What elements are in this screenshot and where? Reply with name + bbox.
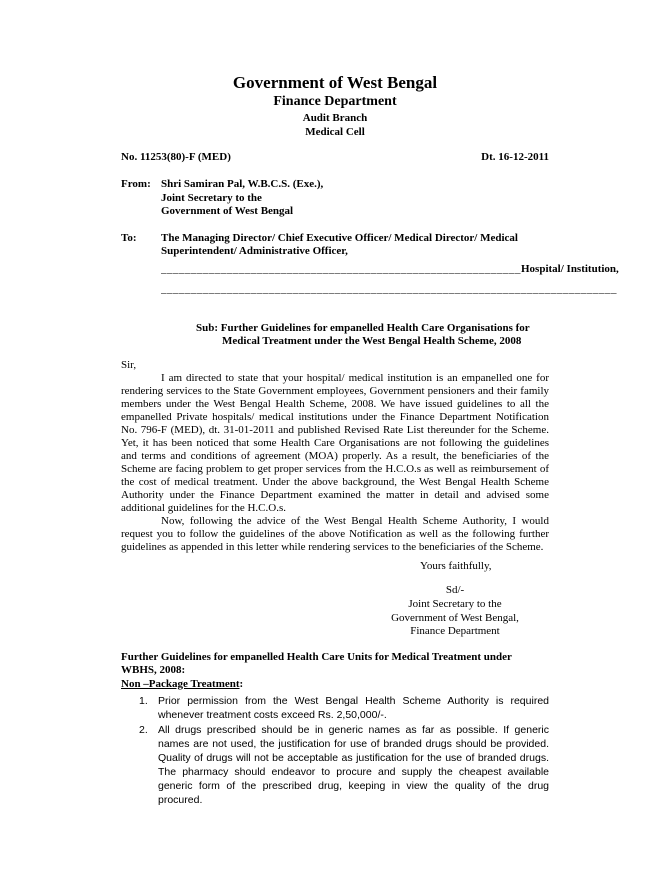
letterhead xyxy=(121,72,549,139)
signature-line: Government of West Bengal, xyxy=(391,611,519,624)
guidelines-heading xyxy=(121,651,549,678)
guidelines-subheading xyxy=(121,678,549,692)
item-text: Prior permission from the West Bengal Health Scheme Authority is required whenever treatment costs exceed Rs. 2,50,000/-. xyxy=(158,695,549,721)
letterhead-branch: Audit Branch xyxy=(302,112,368,124)
guidelines-list xyxy=(121,694,549,807)
body-paragraph-1: I am directed to state that your hospital/ medical institution is an empanelled one for rendering services to the State Government employees, Government pensioners and their family members under the West Bengal Health Scheme, 2008. We have issued guidelines to all the empanelled Private hospitals/ medical institutions under the Finance Department Notification No. 796-F (MED), dt. 31-01-2011 and published Revised Rate List thereunder for the Scheme. Yet, it has been noticed that some Health Care Organisations are not following the guidelines and terms and conditions of agreement (MOA) properly. As a result, the beneficiaries of the Scheme are facing problem to get proper services from the H.C.O.s as well as reimbursement of the cost of medical treatment. Under the above background, the West Bengal Health Scheme Authority under the Finance Department examined the matter in detail and advised some additional guidelines for the H.C.O.s. xyxy=(121,371,549,514)
from-block xyxy=(121,178,549,219)
reference-date: Dt. 16-12-2011 xyxy=(481,151,549,163)
from-label: From: xyxy=(121,178,151,190)
subject-line: Medical Treatment under the West Bengal Health Scheme, 2008 xyxy=(222,335,522,347)
body-paragraph-2: Now, following the advice of the West Bengal Health Scheme Authority, I would request you to follow the guidelines of the above Notification as well as the following further guidelines as appended in this letter while rendering services to the beneficiaries of the Scheme. xyxy=(121,514,549,553)
guidelines-subheading-text: Non –Package Treatment xyxy=(121,677,240,690)
subject-block xyxy=(196,322,549,349)
signature-sd: Sd/- xyxy=(445,583,465,596)
letterhead-cell: Medical Cell xyxy=(305,126,365,138)
to-label: To: xyxy=(121,231,137,244)
letterhead-department: Finance Department xyxy=(273,94,397,109)
to-block xyxy=(121,231,619,296)
from-line: Government of West Bengal xyxy=(161,205,294,217)
guideline-item xyxy=(121,694,549,722)
blank-line: ____________________________________________________________________________ xyxy=(161,282,617,295)
item-number: 1. xyxy=(139,695,148,707)
to-fill-in-row xyxy=(161,262,619,276)
item-number: 2. xyxy=(139,724,148,736)
reference-row xyxy=(121,151,549,164)
guidelines-heading-line: Further Guidelines for empanelled Health Care Units for Medical Treatment under xyxy=(121,650,512,663)
item-text: All drugs prescribed should be in generic names as far as possible. If generic names are not used, the justification for use of branded drugs should be provided. Quality of drugs will not be acceptable as justification for the use of branded drugs. The pharmacy should endeavor to procure and supply the cheapest available generic form of the prescribed drug, keeping in view the quality of the drug procured. xyxy=(158,724,549,806)
signature-block xyxy=(345,584,565,639)
guidelines-heading-line: WBHS, 2008: xyxy=(121,664,186,676)
from-line: Shri Samiran Pal, W.B.C.S. (Exe.), xyxy=(161,178,324,190)
to-fill-in-row xyxy=(161,282,619,296)
subject-line: Sub: Further Guidelines for empanelled Health Care Organisations for xyxy=(196,321,530,334)
to-line: The Managing Director/ Chief Executive Officer/ Medical Director/ Medical xyxy=(161,231,518,244)
signature-line: Finance Department xyxy=(410,625,500,637)
blank-line: ____________________________________________________________ xyxy=(161,262,521,275)
to-hospital-suffix: Hospital/ Institution, xyxy=(521,262,619,275)
guidelines-subheading-colon: : xyxy=(239,677,244,690)
salutation: Sir, xyxy=(121,358,137,371)
to-content xyxy=(161,232,619,296)
from-line: Joint Secretary to the xyxy=(161,191,262,204)
to-line: Superintendent/ Administrative Officer, xyxy=(161,245,348,257)
guideline-item xyxy=(121,723,549,807)
signature-line: Joint Secretary to the xyxy=(408,598,502,610)
valediction: Yours faithfully, xyxy=(420,559,492,572)
from-content xyxy=(161,178,549,219)
letterhead-org: Government of West Bengal xyxy=(232,73,438,92)
reference-number: No. 11253(80)-F (MED) xyxy=(121,151,231,163)
